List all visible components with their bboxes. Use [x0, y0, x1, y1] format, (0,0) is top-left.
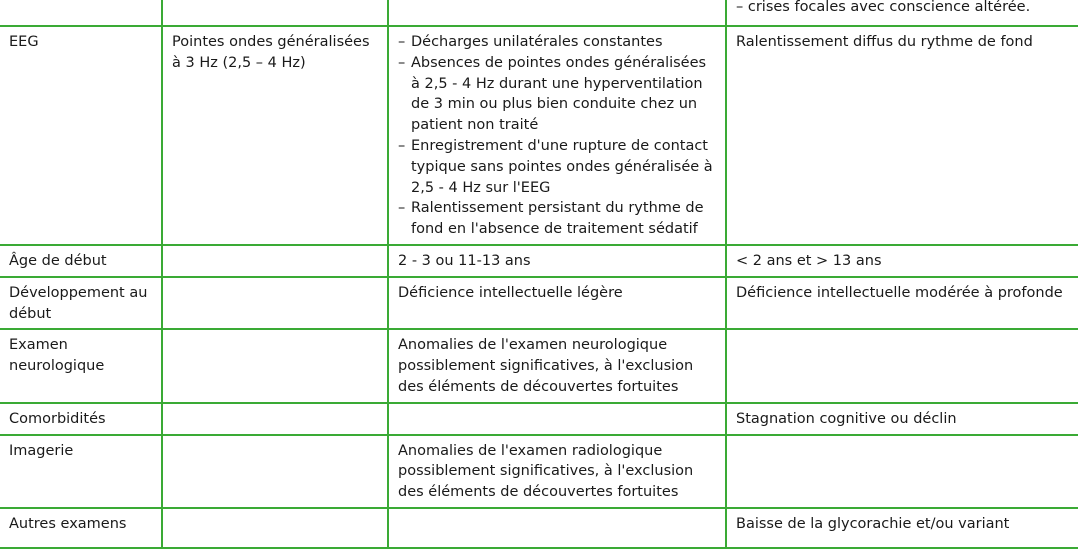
table-row [0, 403, 1078, 435]
list-item: – Ralentissement persistant du rythme de fond en l'absence de traitement sédatif [398, 198, 717, 240]
cell-typical [162, 435, 388, 508]
table-row [0, 277, 1078, 330]
cell-typical [162, 0, 388, 26]
row-label: Âge de début [0, 245, 162, 277]
cell-alert [388, 0, 726, 26]
table-row [0, 26, 1078, 245]
row-label: Imagerie [0, 435, 162, 508]
cell-typical [162, 403, 388, 435]
cell-exclusion: – crises focales avec conscience altérée. [726, 0, 1078, 26]
cell-exclusion: Ralentissement diffus du rythme de fond [726, 26, 1078, 245]
cell-alert: 2 - 3 ou 11-13 ans [388, 245, 726, 277]
cell-typical [162, 508, 388, 548]
list-item: – Enregistrement d'une rupture de contact typique sans pointes ondes généralisée à 2,5 - 4 Hz sur l'EEG [398, 136, 717, 198]
row-label: Autres examens [0, 508, 162, 548]
row-label: Comorbidités [0, 403, 162, 435]
cell-exclusion [726, 435, 1078, 508]
table-row [0, 0, 1078, 26]
row-label: Examen neurologique [0, 329, 162, 402]
cell-alert [388, 26, 726, 245]
cell-alert: Anomalies de l'examen neurologique possiblement significatives, à l'exclusion des éléments de découvertes fortuites [388, 329, 726, 402]
table-row [0, 329, 1078, 402]
cell-exclusion: Baisse de la glycorachie et/ou variant [726, 508, 1078, 548]
cell-typical [162, 245, 388, 277]
list-item: – Absences de pointes ondes généralisées à 2,5 - 4 Hz durant une hyperventilation de 3 min ou plus bien conduite chez un patient non traité [398, 53, 717, 136]
table-row [0, 245, 1078, 277]
cell-exclusion: Déficience intellectuelle modérée à profonde [726, 277, 1078, 330]
row-label: EEG [0, 26, 162, 245]
table-row [0, 508, 1078, 548]
cell-typical [162, 329, 388, 402]
table-row [0, 435, 1078, 508]
alert-list [398, 32, 717, 240]
row-label: Développement au début [0, 277, 162, 330]
row-label [0, 0, 162, 26]
cell-alert [388, 508, 726, 548]
cell-alert: Anomalies de l'examen radiologique possiblement significatives, à l'exclusion des éléments de découvertes fortuites [388, 435, 726, 508]
cell-typical [162, 277, 388, 330]
cell-exclusion [726, 329, 1078, 402]
list-item: – Décharges unilatérales constantes [398, 32, 717, 53]
cell-exclusion: Stagnation cognitive ou déclin [726, 403, 1078, 435]
cell-exclusion: < 2 ans et > 13 ans [726, 245, 1078, 277]
cell-typical: Pointes ondes généralisées à 3 Hz (2,5 – 4 Hz) [162, 26, 388, 245]
cell-alert: Déficience intellectuelle légère [388, 277, 726, 330]
cell-alert [388, 403, 726, 435]
